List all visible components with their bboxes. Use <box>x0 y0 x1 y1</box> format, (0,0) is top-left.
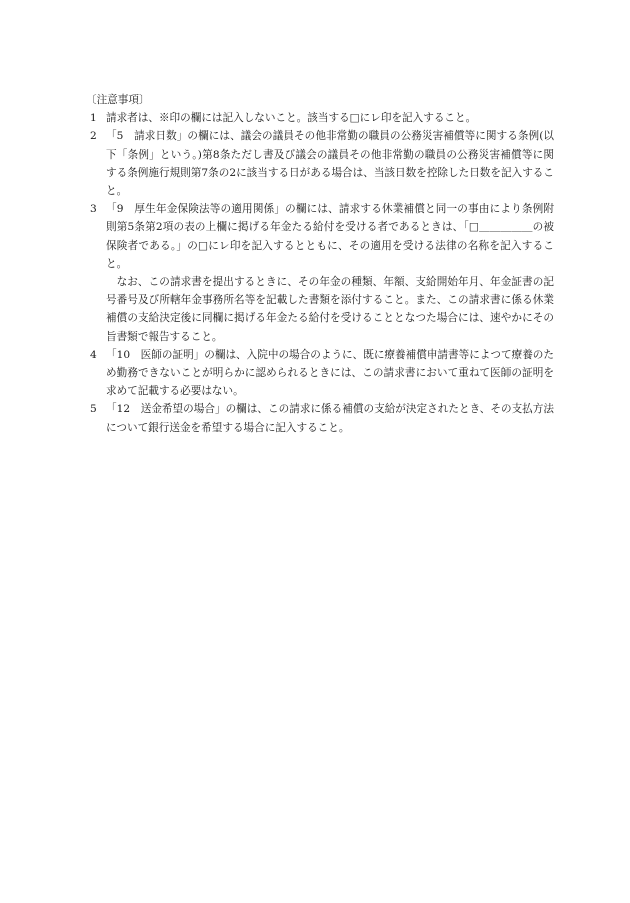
note-item-5 <box>84 400 554 436</box>
note-text: 請求者は、※印の欄には記入しないこと。該当する□にレ印を記入すること。 <box>106 112 477 125</box>
note-item-3 <box>84 200 554 346</box>
notes-section <box>84 91 554 437</box>
notes-heading: 〔注意事項〕 <box>86 94 150 106</box>
note-item-2 <box>84 127 554 200</box>
note-number: 2 <box>90 130 97 143</box>
note-item-4 <box>84 346 554 401</box>
note-number: 5 <box>90 403 97 416</box>
note-number: 3 <box>90 203 97 216</box>
note-text: 「10 医師の証明」の欄は、入院中の場合のように、既に療養補償申請書等によつて療養のため勤務できないことが明らかに認められるときには、この請求書において重ねて医師の証明を求めて記載する必要はない。 <box>106 348 554 398</box>
note-subparagraph: なお、この請求書を提出するときに、その年金の種類、年額、支給開始年月、年金証書の記号番号及び所轄年金事務所名等を記載した書類を添付すること。また、この請求書に係る休業補償の支給決定後に同欄に掲げる年金たる給付を受けることとなつた場合には、速やかにその旨書類で報告すること。 <box>106 276 554 343</box>
note-item-1 <box>84 109 554 127</box>
note-number: 4 <box>90 348 97 361</box>
note-text: 「12 送金希望の場合」の欄は、この請求に係る補償の支給が決定されたとき、その支払方法について銀行送金を希望する場合に記入すること。 <box>106 403 554 434</box>
note-text: 「5 請求日数」の欄には、議会の議員その他非常勤の職員の公務災害補償等に関する条例(以下「条例」という。)第8条ただし書及び議会の議員その他非常勤の職員の公務災害補償等に関する条例施行規則第7条の2に該当する日がある場合は、当該日数を控除した日数を記入すること。 <box>106 130 554 198</box>
note-text: 「9 厚生年金保険法等の適用関係」の欄には、請求する休業補償と同一の事由により条例附則第5条第2項の表の上欄に掲げる年金たる給付を受ける者であるときは、「□＿＿＿＿＿の被保険者である。」の□にレ印を記入するとともに、その適用を受ける法律の名称を記入すること。 <box>106 203 554 270</box>
note-number: 1 <box>90 112 97 125</box>
